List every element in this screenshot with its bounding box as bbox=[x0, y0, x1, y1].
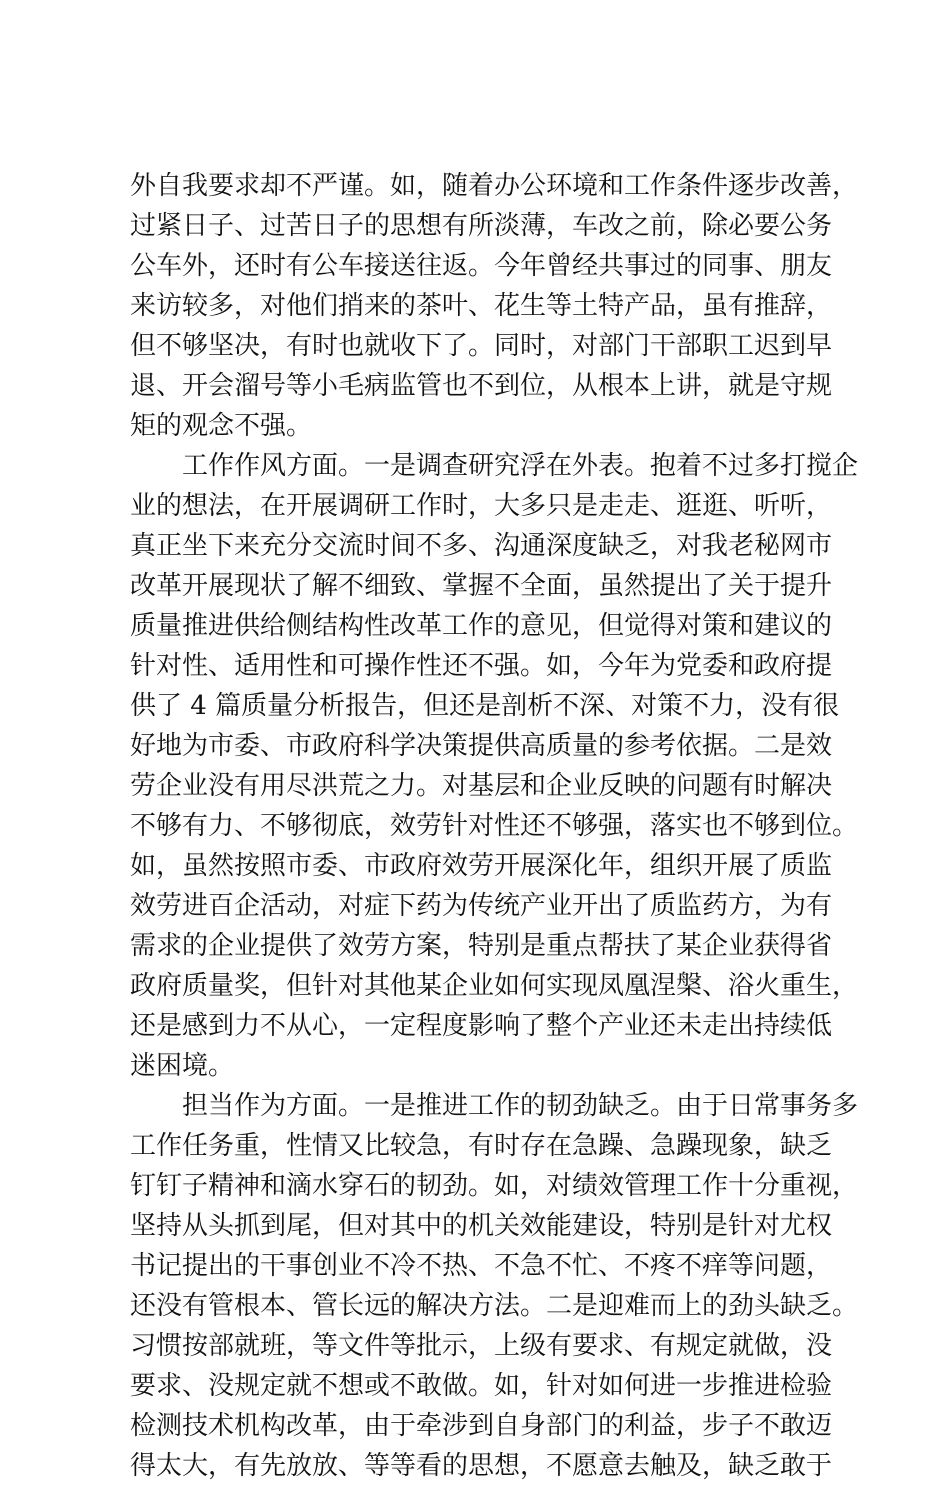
paragraph-start-line: 担当作为方面。一是推进工作的韧劲缺乏。由于日常事务多 bbox=[182, 1091, 859, 1121]
text-line: 政府质量奖，但针对其他某企业如何实现凤凰涅槃、浴火重生， bbox=[130, 971, 859, 1001]
text-line: 要求、没规定就不想或不敢做。如，针对如何进一步推进检验 bbox=[130, 1371, 833, 1401]
text-line: 坚持从头抓到尾，但对其中的机关效能建设，特别是针对尤权 bbox=[130, 1211, 833, 1241]
text-line: 真正坐下来充分交流时间不多、沟通深度缺乏，对我老秘网市 bbox=[130, 531, 833, 561]
text-line: 但不够坚决，有时也就收下了。同时，对部门干部职工迟到早 bbox=[130, 331, 833, 361]
text-line: 迷困境。 bbox=[130, 1051, 235, 1081]
text-line: 需求的企业提供了效劳方案，特别是重点帮扶了某企业获得省 bbox=[130, 931, 833, 961]
text-line: 工作任务重，性情又比较急，有时存在急躁、急躁现象，缺乏 bbox=[130, 1131, 833, 1161]
text-line: 习惯按部就班，等文件等批示，上级有要求、有规定就做，没 bbox=[130, 1331, 833, 1361]
text-line: 钉钉子精神和滴水穿石的韧劲。如，对绩效管理工作十分重视， bbox=[130, 1171, 859, 1201]
text-line: 过紧日子、过苦日子的思想有所淡薄，车改之前，除必要公务 bbox=[130, 211, 833, 241]
text-line: 劳企业没有用尽洪荒之力。对基层和企业反映的问题有时解决 bbox=[130, 771, 833, 801]
paragraph-start-line: 工作作风方面。一是调查研究浮在外表。抱着不过多打搅企 bbox=[182, 451, 859, 481]
text-line: 矩的观念不强。 bbox=[130, 411, 313, 441]
text-line: 好地为市委、市政府科学决策提供高质量的参考依据。二是效 bbox=[130, 731, 833, 761]
text-line: 如，虽然按照市委、市政府效劳开展深化年，组织开展了质监 bbox=[130, 851, 833, 881]
text-line: 针对性、适用性和可操作性还不强。如，今年为党委和政府提 bbox=[130, 651, 833, 681]
text-line: 不够有力、不够彻底，效劳针对性还不够强，落实也不够到位。 bbox=[130, 811, 859, 841]
text-line: 效劳进百企活动，对症下药为传统产业开出了质监药方，为有 bbox=[130, 891, 833, 921]
text-line: 业的想法，在开展调研工作时，大多只是走走、逛逛、听听， bbox=[130, 491, 833, 521]
text-line: 公车外，还时有公车接送往返。今年曾经共事过的同事、朋友 bbox=[130, 251, 833, 281]
text-line: 书记提出的干事创业不冷不热、不急不忙、不疼不痒等问题， bbox=[130, 1251, 833, 1281]
text-line: 来访较多，对他们捎来的茶叶、花生等土特产品，虽有推辞， bbox=[130, 291, 833, 321]
document-body bbox=[130, 166, 859, 1486]
text-line: 退、开会溜号等小毛病监管也不到位，从根本上讲，就是守规 bbox=[130, 371, 833, 401]
text-line: 外自我要求却不严谨。如，随着办公环境和工作条件逐步改善， bbox=[130, 171, 859, 201]
text-line: 得太大，有先放放、等等看的思想，不愿意去触及，缺乏敢于 bbox=[130, 1451, 833, 1481]
text-line: 供了 4 篇质量分析报告，但还是剖析不深、对策不力，没有很 bbox=[130, 691, 840, 721]
text-line: 质量推进供给侧结构性改革工作的意见，但觉得对策和建议的 bbox=[130, 611, 833, 641]
text-line: 改革开展现状了解不细致、掌握不全面，虽然提出了关于提升 bbox=[130, 571, 833, 601]
text-line: 检测技术机构改革，由于牵涉到自身部门的利益，步子不敢迈 bbox=[130, 1411, 833, 1441]
text-line: 还是感到力不从心，一定程度影响了整个产业还未走出持续低 bbox=[130, 1011, 833, 1041]
text-line: 还没有管根本、管长远的解决方法。二是迎难而上的劲头缺乏。 bbox=[130, 1291, 859, 1321]
